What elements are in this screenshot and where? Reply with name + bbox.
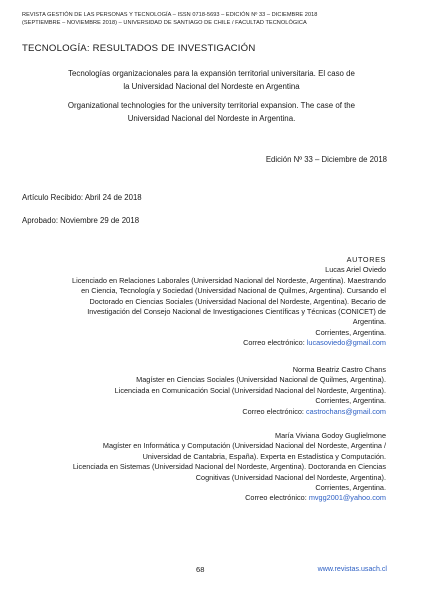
author-bio-line: Cognitivas (Universidad Nacional del Nordeste, Argentina). [195, 472, 386, 482]
author-bio-line: Universidad de Cantabria, España). Experta en Estadística y Computación. [142, 451, 386, 461]
journal-header-line-2: (SEPTIEMBRE – NOVIEMBRE 2018) – UNIVERSIDAD DE SANTIAGO DE CHILE / FACULTAD TECNOLÓGICA [22, 19, 307, 26]
author-bio-line: Licenciado en Relaciones Laborales (Universidad Nacional del Nordeste, Argentina). Maestrando [72, 275, 386, 285]
author-bio-line: Magíster en Informática y Computación (Universidad Nacional del Nordeste, Argentina / [102, 441, 386, 451]
article-title-spanish-line-2: la Universidad Nacional del Nordeste en Argentina [123, 82, 300, 91]
author-block-3 [22, 431, 386, 504]
author-location: Corrientes, Argentina. [315, 396, 386, 406]
author-bio-line: en Ciencia, Tecnología y Sociedad (Universidad Nacional de Quilmes, Argentina). Cursando el [81, 286, 386, 296]
article-title-english-line-1: Organizational technologies for the university territorial expansion. The case of the [67, 101, 356, 110]
author-bio-line: Doctorado en Ciencias Sociales (Universidad Nacional del Nordeste, Argentina). Becario de [89, 296, 386, 306]
authors-heading: AUTORES [346, 255, 386, 264]
author-bio-line: Investigación del Consejo Nacional de Investigaciones Científicas y Técnicas (CONICET) de [87, 307, 386, 317]
author-location: Corrientes, Argentina. [315, 483, 386, 493]
author-name: María Viviana Godoy Guglielmone [275, 431, 386, 440]
email-link[interactable]: lucasoviedo@gmail.com [306, 338, 386, 348]
received-date: Artículo Recibido: Abril 24 de 2018 [22, 193, 142, 202]
author-email-row [22, 338, 386, 348]
author-email-row [22, 407, 386, 417]
author-bio-line: Licenciada en Sistemas (Universidad Nacional del Nordeste, Argentina). Doctoranda en Ciencias [72, 462, 386, 472]
author-block-1 [22, 255, 386, 349]
article-title-english [20, 99, 403, 125]
journal-header-line-1: REVISTA GESTIÓN DE LAS PERSONAS Y TECNOLOGÍA – ISSN 0718-5693 – EDICIÓN Nº 33 – DICIEMBRE 2018 [22, 12, 318, 18]
page-number: 68 [196, 565, 205, 574]
email-label: Correo electrónico: [245, 493, 307, 503]
author-bio-line: Licenciada en Comunicación Social (Universidad Nacional del Nordeste, Argentina). [114, 385, 386, 395]
email-label: Correo electrónico: [243, 338, 305, 348]
author-email-row [22, 493, 386, 503]
email-label: Correo electrónico: [242, 406, 304, 416]
author-block-2 [22, 365, 386, 417]
author-location: Corrientes, Argentina. [315, 327, 386, 337]
approved-date: Aprobado: Noviembre 29 de 2018 [22, 216, 140, 225]
article-title-spanish [20, 67, 403, 93]
email-link[interactable]: castrochans@gmail.com [306, 406, 386, 416]
article-title-english-line-2: Universidad Nacional del Nordeste in Argentina. [127, 114, 296, 123]
journal-header [22, 12, 414, 27]
email-link[interactable]: mvgg2001@yahoo.com [308, 493, 386, 503]
edition-date: Edición Nº 33 – Diciembre de 2018 [265, 155, 387, 164]
author-bio-line: Argentina. [352, 317, 386, 327]
section-title: TECNOLOGÍA: RESULTADOS DE INVESTIGACIÓN [22, 43, 256, 54]
author-name: Lucas Ariel Oviedo [325, 265, 386, 275]
journal-url-link[interactable]: www.revistas.usach.cl [317, 565, 387, 573]
author-bio-line: Magíster en Ciencias Sociales (Universidad Nacional de Quilmes, Argentina). [136, 375, 386, 385]
article-title-spanish-line-1: Tecnologías organizacionales para la expansión territorial universitaria. El caso de [68, 69, 355, 78]
author-name: Norma Beatriz Castro Chans [292, 365, 386, 374]
